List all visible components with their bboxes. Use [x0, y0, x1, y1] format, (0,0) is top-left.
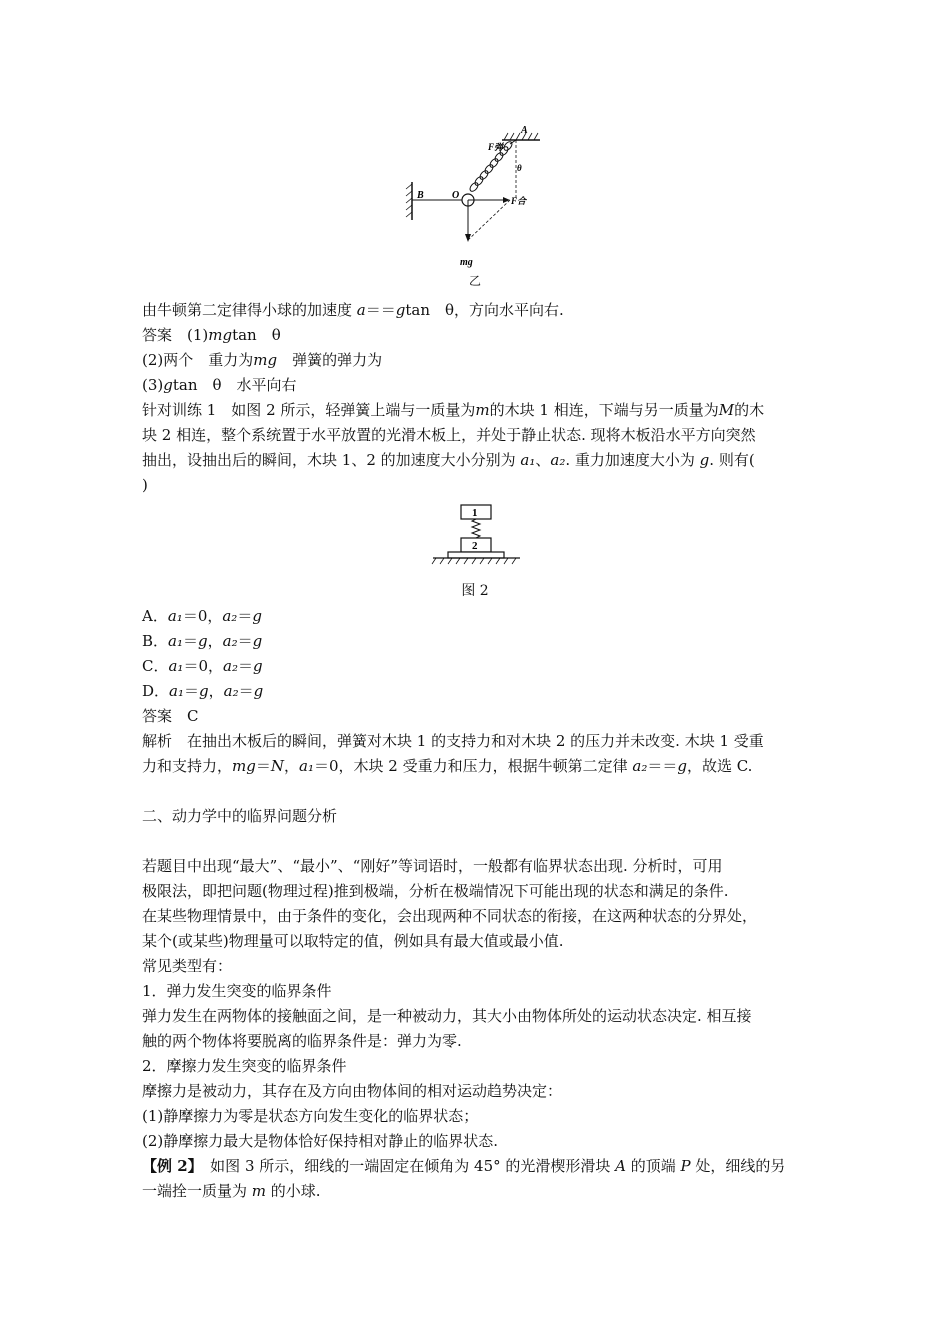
body-line: 某个(或某些)物理量可以取特定的值，例如具有最大值或最小值. — [142, 932, 564, 950]
answer: 答案 C — [142, 707, 199, 725]
block2-label: 2 — [472, 540, 478, 552]
body-line: 极限法，即把问题(物理过程)推到极端，分析在极端情况下可能出现的状态和满足的条件. — [142, 882, 729, 900]
label-o: O — [452, 190, 460, 201]
label-f-spring: F弹 — [488, 142, 504, 152]
analysis-line: 解析 在抽出木板后的瞬间，弹簧对木块 1 的支持力和对木块 2 的压力并未改变. 木块 1 受重 — [142, 732, 764, 750]
body-line: 摩擦力是被动力，其存在及方向由物体间的相对运动趋势决定： — [142, 1082, 563, 1100]
section-title: 二、动力学中的临界问题分析 — [142, 807, 338, 825]
body-line: 若题目中出现“最大”、“最小”、“刚好”等词语时，一般都有临界状态出现. 分析时，可用 — [142, 857, 723, 875]
option-d: D．a₁＝g，a₂＝g — [142, 682, 264, 700]
option-b: B．a₁＝g，a₂＝g — [142, 632, 263, 650]
label-b: B — [417, 190, 424, 201]
text-line: 答案 (1)mgtan θ — [142, 326, 281, 344]
block1-label: 1 — [472, 507, 478, 519]
text-line: 块 2 相连，整个系统置于水平放置的光滑木板上，并处于静止状态. 现将木板沿水平方向突然 — [142, 426, 756, 444]
label-f-net: F合 — [511, 196, 527, 206]
example-line: 【例 2】 如图 3 所示，细线的一端固定在倾角为 45° 的光滑楔形滑块 A 的顶端 P 处，细线的另 — [142, 1157, 786, 1175]
text-line: (2)两个 重力为mg 弹簧的弹力为 — [142, 351, 383, 369]
example-tag: 【例 2】 — [142, 1157, 196, 1175]
text-line: ) — [142, 476, 148, 494]
text-line: (3)gtan θ 水平向右 — [142, 376, 297, 394]
body-line: 弹力发生在两物体的接触面之间，是一种被动力，其大小由物体所处的运动状态决定. 相互接 — [142, 1007, 752, 1025]
body-line: 常见类型有： — [142, 957, 233, 975]
body-line: 2．摩擦力发生突变的临界条件 — [142, 1057, 347, 1075]
example-line: 一端拴一质量为 m 的小球. — [142, 1182, 321, 1200]
label-a: A — [521, 125, 528, 136]
figure2-caption: 图 2 — [461, 583, 489, 599]
option-c: C．a₁＝0，a₂＝g — [142, 657, 263, 675]
body-line: 触的两个物体将要脱离的临界条件是：弹力为零. — [142, 1032, 462, 1050]
blocks-spring-diagram — [428, 500, 528, 575]
figure1-caption: 乙 — [468, 274, 481, 288]
body-line: 1．弹力发生突变的临界条件 — [142, 982, 332, 1000]
text-line: 针对训练 1 如图 2 所示，轻弹簧上端与一质量为m的木块 1 相连，下端与另一质量为M的木 — [142, 401, 765, 419]
text-line: 由牛顿第二定律得小球的加速度 a＝＝gtan θ，方向水平向右. — [142, 301, 564, 319]
body-line: 在某些物理情景中，由于条件的变化，会出现两种不同状态的衔接，在这两种状态的分界处， — [142, 907, 758, 925]
text-line: 抽出，设抽出后的瞬间，木块 1、2 的加速度大小分别为 a₁、a₂. 重力加速度大小为 g. 则有( — [142, 451, 755, 469]
analysis-line: 力和支持力，mg＝N，a₁＝0，木块 2 受重力和压力，根据牛顿第二定律 a₂＝＝g，故选 C. — [142, 757, 753, 775]
body-line: (1)静摩擦力为零是状态方向发生变化的临界状态； — [142, 1107, 479, 1125]
label-mg: mg — [460, 257, 473, 268]
spring-force-diagram — [400, 120, 550, 270]
body-line: (2)静摩擦力最大是物体恰好保持相对静止的临界状态. — [142, 1132, 499, 1150]
option-a: A．a₁＝0，a₂＝g — [142, 607, 262, 625]
label-theta: θ — [517, 163, 522, 173]
